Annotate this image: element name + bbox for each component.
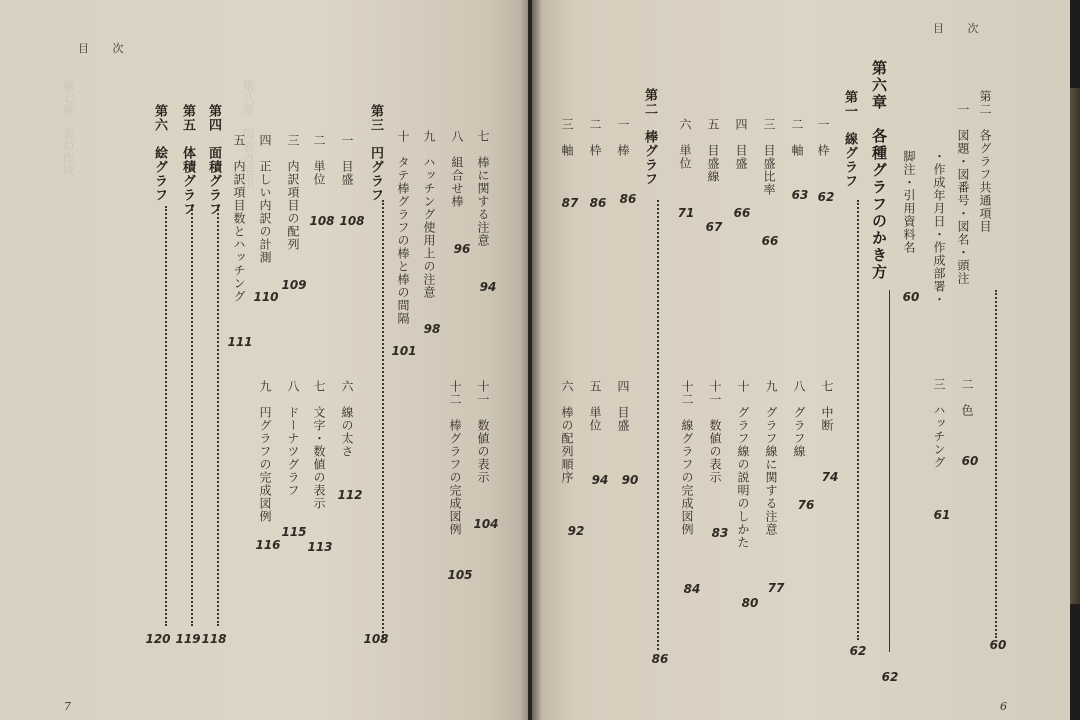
header-right: 目 次 bbox=[933, 22, 989, 35]
toc-entry-s2-9[interactable]: 九 ハッチング使用上の注意 bbox=[422, 130, 436, 299]
toc-entry-s1-9[interactable]: 九 グラフ線に関する注意 bbox=[764, 380, 778, 536]
page-number: 96 bbox=[453, 242, 471, 256]
gutter bbox=[520, 0, 542, 720]
page-number: 116 bbox=[255, 538, 281, 552]
page-number: 111 bbox=[227, 335, 253, 349]
page-number: 86 bbox=[589, 196, 607, 210]
page-number: 108 bbox=[339, 214, 365, 228]
toc-entry-s1-6[interactable]: 六 単位 bbox=[678, 118, 692, 170]
page-number: 109 bbox=[281, 278, 307, 292]
page-number: 62 bbox=[817, 190, 835, 204]
dot-leader bbox=[217, 206, 219, 626]
toc-entry-s3[interactable]: 第三 円グラフ bbox=[368, 104, 383, 202]
page-number: 104 bbox=[473, 517, 499, 531]
page-number: 84 bbox=[683, 582, 701, 596]
page-number: 67 bbox=[705, 220, 723, 234]
page-number: 80 bbox=[741, 596, 759, 610]
toc-entry-s1-8[interactable]: 八 グラフ線 bbox=[792, 380, 806, 458]
page-number: 94 bbox=[479, 280, 497, 294]
page-number: 77 bbox=[767, 581, 785, 595]
dot-leader bbox=[382, 200, 384, 640]
toc-entry-s3-9[interactable]: 九 円グラフの完成図例 bbox=[258, 380, 272, 523]
toc-entry-s4[interactable]: 第四 面積グラフ bbox=[206, 104, 221, 216]
page-number: 108 bbox=[309, 214, 335, 228]
toc-entry-s1-5[interactable]: 五 目盛線 bbox=[706, 118, 720, 183]
page-edge bbox=[1070, 88, 1080, 604]
toc-entry-s3-6[interactable]: 六 線の太さ bbox=[340, 380, 354, 458]
page-number: 87 bbox=[561, 196, 579, 210]
page-number: 86 bbox=[619, 192, 637, 206]
toc-entry-s2-1[interactable]: 一 棒 bbox=[616, 118, 630, 157]
page-number: 120 bbox=[145, 632, 171, 646]
toc-entry-s2-7[interactable]: 七 棒に関する注意 bbox=[476, 130, 490, 247]
folio-right: 6 bbox=[1000, 700, 1007, 713]
leader-rule bbox=[889, 290, 890, 652]
toc-entry-s3-7[interactable]: 七 文字・数値の表示 bbox=[312, 380, 326, 510]
page-number: 94 bbox=[591, 473, 609, 487]
toc-entry-s1-10[interactable]: 十 グラフ線の説明のしかた bbox=[736, 380, 750, 549]
dot-leader bbox=[657, 200, 659, 650]
dot-leader bbox=[165, 206, 167, 626]
toc-entry-s1-7[interactable]: 七 中断 bbox=[820, 380, 834, 432]
toc-entry-s2-4[interactable]: 四 目盛 bbox=[616, 380, 630, 432]
toc-entry-c2-item2[interactable]: 二 色 bbox=[960, 378, 974, 417]
toc-entry-s1-11[interactable]: 十一 数値の表示 bbox=[708, 380, 722, 484]
page-number: 110 bbox=[253, 290, 279, 304]
page-number: 61 bbox=[933, 508, 951, 522]
toc-entry-s3-5[interactable]: 五 内訳項目数とハッチング bbox=[232, 134, 246, 303]
left-page: 第七章 表の作成 第八章 図表の活用 bbox=[0, 0, 528, 720]
page-number: 92 bbox=[567, 524, 585, 538]
toc-entry-ch6-title[interactable]: 第六章 各種グラフのかき方 bbox=[870, 60, 888, 281]
toc-entry-s1-1[interactable]: 一 枠 bbox=[816, 118, 830, 157]
toc-entry-s2-5[interactable]: 五 単位 bbox=[588, 380, 602, 432]
toc-entry-s2-6[interactable]: 六 棒の配列順序 bbox=[560, 380, 574, 484]
toc-entry-c2-item1c[interactable]: 脚注・引用資料名 bbox=[902, 150, 916, 254]
page-number: 118 bbox=[201, 632, 227, 646]
page-number: 74 bbox=[821, 470, 839, 484]
header-left: 目 次 bbox=[78, 42, 134, 55]
page-number: 62 bbox=[849, 644, 867, 658]
folio-left: 7 bbox=[64, 700, 71, 713]
page-number: 98 bbox=[423, 322, 441, 336]
toc-entry-s1-2[interactable]: 二 軸 bbox=[790, 118, 804, 157]
toc-entry-s2-2[interactable]: 二 枠 bbox=[588, 118, 602, 157]
toc-entry-c2-item1b[interactable]: ・作成年月日・作成部署・ bbox=[932, 150, 946, 306]
page-number: 60 bbox=[902, 290, 920, 304]
toc-entry-c2-item1a[interactable]: 一 図題・図番号・図名・頭注 bbox=[956, 103, 970, 285]
toc-entry-s1-4[interactable]: 四 目盛 bbox=[734, 118, 748, 170]
toc-entry-s6[interactable]: 第六 絵グラフ bbox=[152, 104, 167, 202]
page-number: 112 bbox=[337, 488, 363, 502]
dot-leader bbox=[191, 206, 193, 626]
page-number: 62 bbox=[881, 670, 899, 684]
toc-entry-s1-12[interactable]: 十二 線グラフの完成図例 bbox=[680, 380, 694, 536]
page-number: 86 bbox=[651, 652, 669, 666]
page-number: 113 bbox=[307, 540, 333, 554]
page-number: 119 bbox=[175, 632, 201, 646]
toc-entry-s3-3[interactable]: 三 内訳項目の配列 bbox=[286, 134, 300, 251]
toc-entry-s2-12[interactable]: 十二 棒グラフの完成図例 bbox=[448, 380, 462, 536]
page-number: 76 bbox=[797, 498, 815, 512]
toc-entry-s2-11[interactable]: 十一 数値の表示 bbox=[476, 380, 490, 484]
toc-entry-s3-8[interactable]: 八 ドーナツグラフ bbox=[286, 380, 300, 497]
page-number: 90 bbox=[621, 473, 639, 487]
page-number: 66 bbox=[733, 206, 751, 220]
toc-entry-c2-item3[interactable]: 三 ハッチング bbox=[932, 378, 946, 469]
toc-entry-c2-label[interactable]: 第二 各グラフ共通項目 bbox=[978, 90, 992, 233]
page-number: 60 bbox=[961, 454, 979, 468]
toc-entry-s1[interactable]: 第一 線グラフ bbox=[842, 90, 857, 188]
toc-entry-s5[interactable]: 第五 体積グラフ bbox=[180, 104, 195, 216]
toc-entry-s2[interactable]: 第二 棒グラフ bbox=[642, 88, 657, 186]
toc-entry-s1-3[interactable]: 三 目盛比率 bbox=[762, 118, 776, 196]
toc-entry-s3-2[interactable]: 二 単位 bbox=[312, 134, 326, 186]
page-number: 115 bbox=[281, 525, 307, 539]
page-number: 83 bbox=[711, 526, 729, 540]
toc-entry-s3-1[interactable]: 一 目盛 bbox=[340, 134, 354, 186]
page-number: 101 bbox=[391, 344, 417, 358]
toc-entry-s2-10[interactable]: 十 タテ棒グラフの棒と棒の間隔 bbox=[396, 130, 410, 325]
page-number: 105 bbox=[447, 568, 473, 582]
toc-entry-s3-4[interactable]: 四 正しい内訳の計測 bbox=[258, 134, 272, 264]
page-number: 60 bbox=[989, 638, 1007, 652]
page-number: 66 bbox=[761, 234, 779, 248]
dot-leader bbox=[995, 290, 997, 638]
page-number: 63 bbox=[791, 188, 809, 202]
dot-leader bbox=[857, 200, 859, 640]
toc-entry-s2-3[interactable]: 三 軸 bbox=[560, 118, 574, 157]
page-number: 108 bbox=[363, 632, 389, 646]
toc-entry-s2-8[interactable]: 八 組合せ棒 bbox=[450, 130, 464, 208]
page-number: 71 bbox=[677, 206, 695, 220]
